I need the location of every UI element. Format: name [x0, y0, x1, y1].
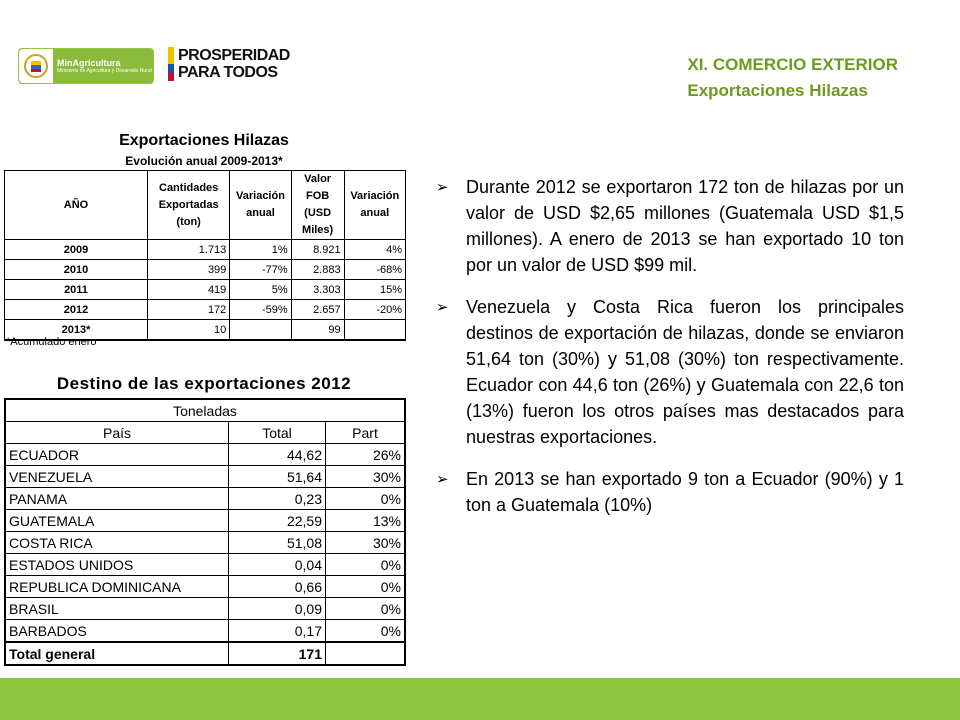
table1-header-cell: Variación anual	[344, 171, 405, 240]
fob-value-cell: 2.883	[291, 260, 344, 280]
list-item	[436, 174, 904, 278]
share-cell: 0%	[326, 554, 406, 576]
quantity-cell: 419	[148, 280, 230, 300]
table1-header-cell: Valor FOB (USD Miles)	[291, 171, 344, 240]
share-cell: 0%	[326, 598, 406, 620]
variation-cell: -77%	[230, 260, 291, 280]
arrow-bullet-icon: ➢	[436, 299, 449, 316]
share-cell: 0%	[326, 576, 406, 598]
coat-of-arms-icon	[19, 49, 53, 83]
list-item	[436, 294, 904, 450]
quantity-cell: 10	[148, 320, 230, 341]
variation-cell: 15%	[344, 280, 405, 300]
table-row	[5, 260, 406, 280]
country-cell: BRASIL	[5, 598, 229, 620]
total-cell: 22,59	[229, 510, 326, 532]
footer-bar	[0, 678, 960, 720]
arrow-bullet-icon: ➢	[436, 471, 449, 488]
year-cell: 2009	[5, 240, 148, 260]
variation-cell: 4%	[344, 240, 405, 260]
total-value-cell: 171	[229, 642, 326, 665]
year-cell: 2012	[5, 300, 148, 320]
table-row	[5, 510, 405, 532]
table2-header-row	[5, 422, 405, 444]
bullet-list	[436, 174, 904, 534]
arrow-bullet-icon: ➢	[436, 179, 449, 196]
header-pais: País	[5, 422, 229, 444]
fob-value-cell: 99	[291, 320, 344, 341]
table2-group-header-row	[5, 399, 405, 422]
section-title: XI. COMERCIO EXTERIOR	[687, 55, 898, 74]
table1-header-cell: Variación anual	[230, 171, 291, 240]
minagricultura-logo	[18, 48, 154, 84]
annual-evolution-table	[4, 170, 406, 341]
table-row	[5, 488, 405, 510]
quantity-cell: 399	[148, 260, 230, 280]
share-cell: 0%	[326, 620, 406, 643]
country-cell: ESTADOS UNIDOS	[5, 554, 229, 576]
table-row	[5, 576, 405, 598]
header-part: Part	[326, 422, 406, 444]
table-row	[5, 532, 405, 554]
country-cell: BARBADOS	[5, 620, 229, 643]
section-subtitle: Exportaciones Hilazas	[687, 81, 868, 100]
variation-cell: -68%	[344, 260, 405, 280]
table-row	[5, 598, 405, 620]
share-cell: 0%	[326, 488, 406, 510]
country-cell: REPUBLICA DOMINICANA	[5, 576, 229, 598]
year-cell: 2013*	[5, 320, 148, 341]
logo-min-title: MinAgricultura	[57, 58, 121, 68]
table2-title: Destino de las exportaciones 2012	[56, 374, 352, 393]
variation-cell	[230, 320, 291, 341]
variation-cell: 5%	[230, 280, 291, 300]
country-cell: COSTA RICA	[5, 532, 229, 554]
bullet-text: En 2013 se han exportado 9 ton a Ecuador (90%) y 1 ton a Guatemala (10%)	[466, 469, 904, 515]
table1-subtitle: Evolución anual 2009-2013*	[125, 154, 283, 168]
variation-cell: 1%	[230, 240, 291, 260]
logo-min-subtitle: Ministerio de Agricultura y Desarrollo Rural	[57, 68, 152, 74]
fob-value-cell: 8.921	[291, 240, 344, 260]
table1-header-cell: Cantidades Exportadas (ton)	[148, 171, 230, 240]
table-row	[5, 300, 406, 320]
total-row	[5, 642, 405, 665]
share-cell: 30%	[326, 466, 406, 488]
total-label-cell: Total general	[5, 642, 229, 665]
group-header-cell: Toneladas	[5, 399, 405, 422]
destinations-table	[4, 398, 406, 666]
year-cell: 2011	[5, 280, 148, 300]
variation-cell	[344, 320, 405, 341]
total-cell: 0,04	[229, 554, 326, 576]
bullet-text: Durante 2012 se exportaron 172 ton de hilazas por un valor de USD $2,65 millones (Guatemala USD $1,5 millones). A enero de 2013 se han exportado 10 ton por un valor de USD $99 mil.	[466, 177, 904, 275]
table-row	[5, 466, 405, 488]
quantity-cell: 172	[148, 300, 230, 320]
section-heading	[687, 52, 898, 104]
flag-bars-icon	[168, 47, 174, 81]
fob-value-cell: 3.303	[291, 280, 344, 300]
table1-footnote: *Acumulado enero	[6, 336, 97, 348]
country-cell: VENEZUELA	[5, 466, 229, 488]
share-cell: 13%	[326, 510, 406, 532]
table-row	[5, 280, 406, 300]
table-row	[5, 240, 406, 260]
country-cell: GUATEMALA	[5, 510, 229, 532]
logo-pros-line1: PROSPERIDAD	[178, 47, 290, 64]
share-cell: 26%	[326, 444, 406, 466]
bullet-text: Venezuela y Costa Rica fueron los principales destinos de exportación de hilazas, donde se enviaron 51,64 ton (30%) y 51,08 (30%) ton respectivamente. Ecuador con 44,6 ton (26%) y Guatemala con 22,6 ton (13%) fueron los otros países mas destacados para nuestras exportaciones.	[466, 297, 904, 447]
total-cell: 0,09	[229, 598, 326, 620]
total-cell: 0,66	[229, 576, 326, 598]
total-empty-cell	[326, 642, 406, 665]
table1-header-cell: AÑO	[5, 171, 148, 240]
total-cell: 0,17	[229, 620, 326, 643]
total-cell: 51,64	[229, 466, 326, 488]
total-cell: 44,62	[229, 444, 326, 466]
total-cell: 51,08	[229, 532, 326, 554]
variation-cell: -20%	[344, 300, 405, 320]
prosperidad-logo	[168, 46, 308, 82]
variation-cell: -59%	[230, 300, 291, 320]
year-cell: 2010	[5, 260, 148, 280]
table1-header-row	[5, 171, 406, 240]
table-row	[5, 444, 405, 466]
logo-pros-line2: PARA TODOS	[178, 64, 278, 81]
table-row	[5, 554, 405, 576]
table-row	[5, 620, 405, 643]
header-total: Total	[229, 422, 326, 444]
fob-value-cell: 2.657	[291, 300, 344, 320]
total-cell: 0,23	[229, 488, 326, 510]
list-item	[436, 466, 904, 518]
country-cell: PANAMA	[5, 488, 229, 510]
quantity-cell: 1.713	[148, 240, 230, 260]
country-cell: ECUADOR	[5, 444, 229, 466]
table1-title: Exportaciones Hilazas	[119, 132, 289, 149]
share-cell: 30%	[326, 532, 406, 554]
